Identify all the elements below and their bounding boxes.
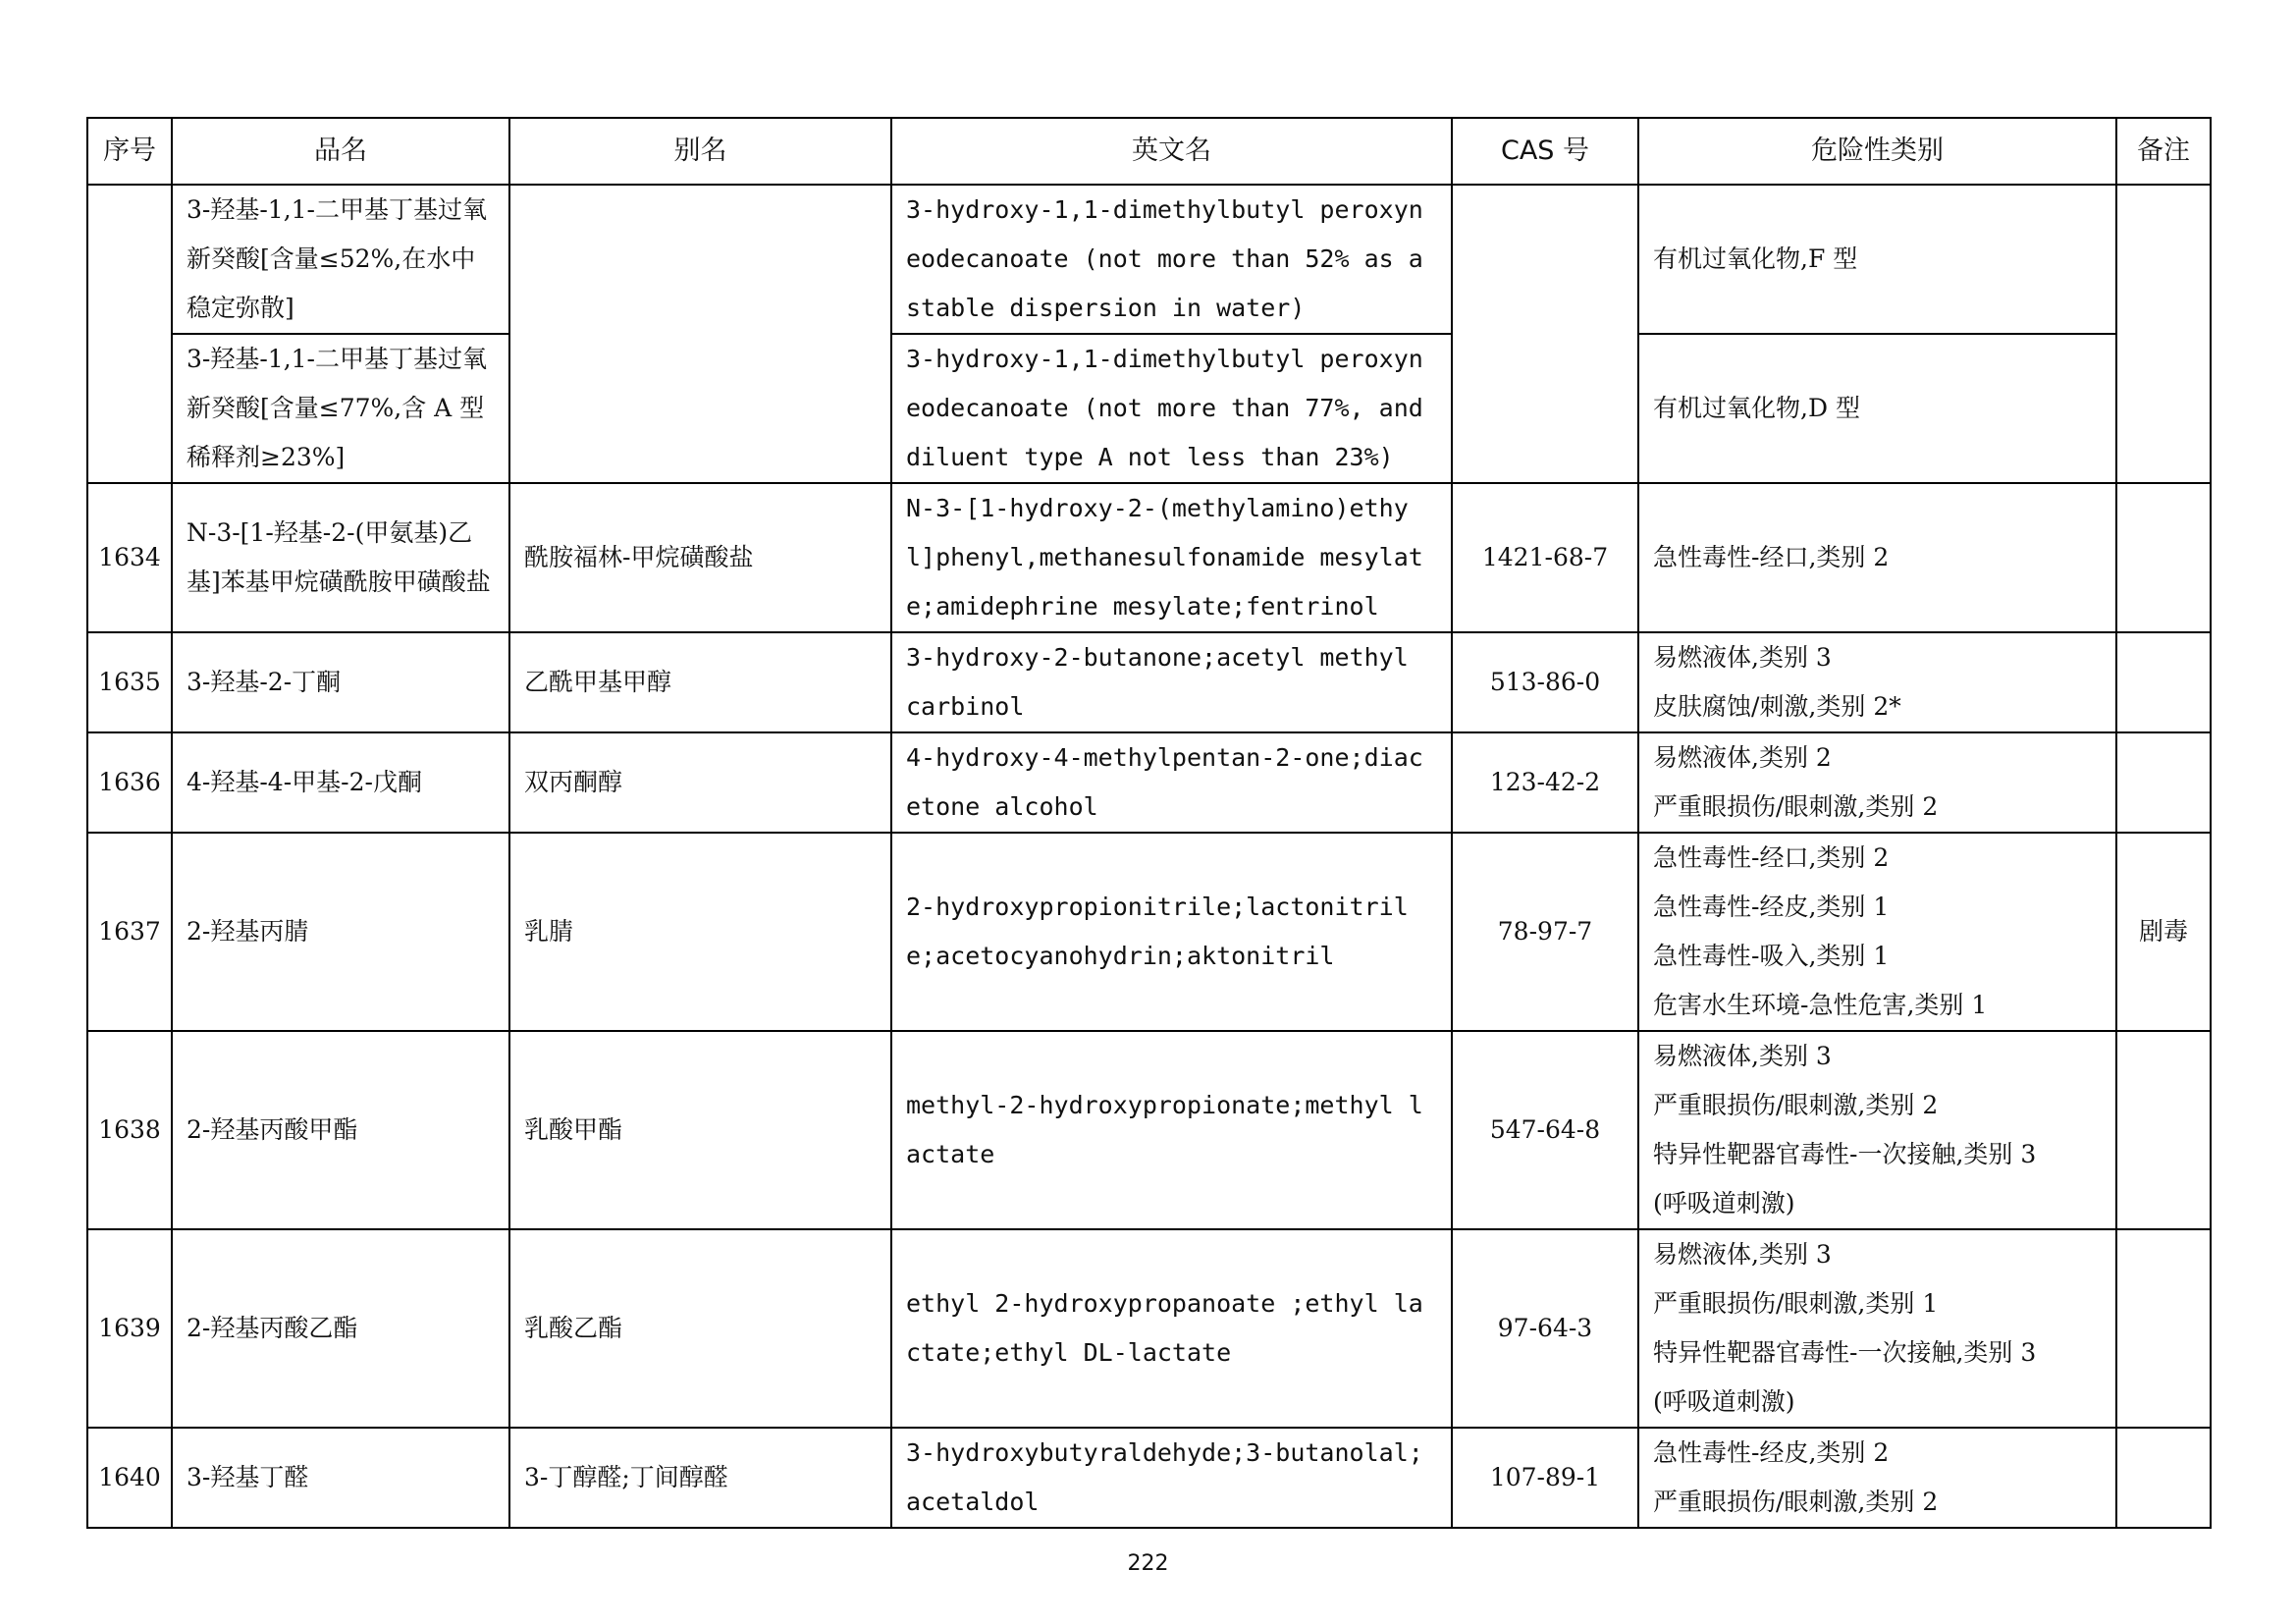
row-cas: 123-42-2 [1452,732,1638,833]
row-no: 1636 [87,732,172,833]
row-no: 1640 [87,1428,172,1528]
row-remark [2116,1229,2211,1428]
row-alias: 3-丁醇醛;丁间醇醛 [509,1428,891,1528]
row-cas: 107-89-1 [1452,1428,1638,1528]
row-hazards [1638,334,2116,483]
row-name: 2-羟基丙腈 [172,833,509,1031]
row-hazards [1638,1031,2116,1229]
row-english-name: 3-hydroxy-1,1-dimethylbutyl peroxyneodecanoate (not more than 52% as a stable dispersion in water) [891,185,1452,334]
row-name: 2-羟基丙酸甲酯 [172,1031,509,1229]
row-hazards [1638,1229,2116,1428]
row-remark [2116,185,2211,483]
row-name: 4-羟基-4-甲基-2-戊酮 [172,732,509,833]
hazard-line: 易燃液体,类别 3 [1653,643,1832,672]
table-row [87,732,2211,833]
table-row [87,1428,2211,1528]
row-name: 3-羟基-1,1-二甲基丁基过氧新癸酸[含量≤77%,含 A 型稀释剂≥23%] [172,334,509,483]
hazard-line: 急性毒性-经皮,类别 1 [1653,893,1890,921]
hazard-line: 危害水生环境-急性危害,类别 1 [1653,991,1988,1019]
table-row [87,334,2211,483]
row-hazards [1638,732,2116,833]
table-row [87,1229,2211,1428]
hazard-line: 易燃液体,类别 3 [1653,1042,1832,1070]
row-hazards [1638,185,2116,334]
row-cas: 78-97-7 [1452,833,1638,1031]
row-alias: 乳腈 [509,833,891,1031]
row-cas: 547-64-8 [1452,1031,1638,1229]
row-name: 3-羟基-2-丁酮 [172,632,509,732]
row-no: 1635 [87,632,172,732]
row-alias: 乳酸甲酯 [509,1031,891,1229]
row-hazards [1638,632,2116,732]
row-no: 1639 [87,1229,172,1428]
row-alias: 双丙酮醇 [509,732,891,833]
row-alias: 酰胺福林-甲烷磺酸盐 [509,483,891,632]
row-english-name: 3-hydroxy-1,1-dimethylbutyl peroxyneodecanoate (not more than 77%, and diluent type A not less than 23%) [891,334,1452,483]
row-hazards [1638,833,2116,1031]
header-no: 序号 [87,118,172,185]
row-cas [1452,185,1638,483]
row-cas: 513-86-0 [1452,632,1638,732]
row-remark [2116,732,2211,833]
row-remark [2116,632,2211,732]
header-name: 品名 [172,118,509,185]
hazard-line: 急性毒性-经口,类别 2 [1653,843,1890,872]
row-alias [509,185,891,483]
hazard-line: 特异性靶器官毒性-一次接触,类别 3 [1653,1338,2037,1367]
row-remark: 剧毒 [2116,833,2211,1031]
row-remark [2116,1031,2211,1229]
row-name: 2-羟基丙酸乙酯 [172,1229,509,1428]
hazard-line: 有机过氧化物,F 型 [1653,244,1858,273]
row-english-name: 2-hydroxypropionitrile;lactonitrile;acetocyanohydrin;aktonitril [891,833,1452,1031]
header-english-name: 英文名 [891,118,1452,185]
table-row [87,833,2211,1031]
table-header-row [87,118,2211,185]
table-row [87,483,2211,632]
hazard-line: (呼吸道刺激) [1653,1189,1795,1218]
hazard-line: (呼吸道刺激) [1653,1387,1795,1416]
header-alias: 别名 [509,118,891,185]
hazard-line: 急性毒性-经口,类别 2 [1653,543,1890,571]
header-remark: 备注 [2116,118,2211,185]
page-number: 222 [1127,1551,1169,1576]
table-row [87,1031,2211,1229]
hazard-line: 急性毒性-吸入,类别 1 [1653,942,1890,970]
row-hazards [1638,483,2116,632]
hazard-line: 严重眼损伤/眼刺激,类别 1 [1653,1289,1939,1318]
row-english-name: 3-hydroxy-2-butanone;acetyl methyl carbinol [891,632,1452,732]
hazard-line: 严重眼损伤/眼刺激,类别 2 [1653,792,1939,821]
hazard-line: 皮肤腐蚀/刺激,类别 2* [1653,692,1901,721]
hazard-line: 特异性靶器官毒性-一次接触,类别 3 [1653,1140,2037,1168]
hazard-line: 易燃液体,类别 3 [1653,1240,1832,1269]
hazardous-chemicals-table [86,117,2212,1529]
header-hazard-class: 危险性类别 [1638,118,2116,185]
hazard-line: 有机过氧化物,D 型 [1653,394,1860,422]
row-remark [2116,483,2211,632]
hazard-line: 严重眼损伤/眼刺激,类别 2 [1653,1488,1939,1516]
row-name: N-3-[1-羟基-2-(甲氨基)乙基]苯基甲烷磺酰胺甲磺酸盐 [172,483,509,632]
hazard-line: 严重眼损伤/眼刺激,类别 2 [1653,1091,1939,1119]
row-alias: 乙酰甲基甲醇 [509,632,891,732]
hazard-line: 易燃液体,类别 2 [1653,743,1832,772]
header-cas: CAS 号 [1452,118,1638,185]
row-no: 1638 [87,1031,172,1229]
row-english-name: N-3-[1-hydroxy-2-(methylamino)ethyl]phenyl,methanesulfonamide mesylate;amidephrine mesylate;fentrinol [891,483,1452,632]
row-english-name: 3-hydroxybutyraldehyde;3-butanolal;acetaldol [891,1428,1452,1528]
row-name: 3-羟基-1,1-二甲基丁基过氧新癸酸[含量≤52%,在水中稳定弥散] [172,185,509,334]
hazard-line: 急性毒性-经皮,类别 2 [1653,1438,1890,1467]
row-cas: 97-64-3 [1452,1229,1638,1428]
row-cas: 1421-68-7 [1452,483,1638,632]
row-no: 1634 [87,483,172,632]
row-no [87,185,172,483]
row-name: 3-羟基丁醛 [172,1428,509,1528]
row-alias: 乳酸乙酯 [509,1229,891,1428]
row-hazards [1638,1428,2116,1528]
row-no: 1637 [87,833,172,1031]
row-english-name: ethyl 2-hydroxypropanoate ;ethyl lactate;ethyl DL-lactate [891,1229,1452,1428]
row-english-name: 4-hydroxy-4-methylpentan-2-one;diacetone alcohol [891,732,1452,833]
table-row [87,185,2211,334]
row-english-name: methyl-2-hydroxypropionate;methyl lactate [891,1031,1452,1229]
row-remark [2116,1428,2211,1528]
table-row [87,632,2211,732]
